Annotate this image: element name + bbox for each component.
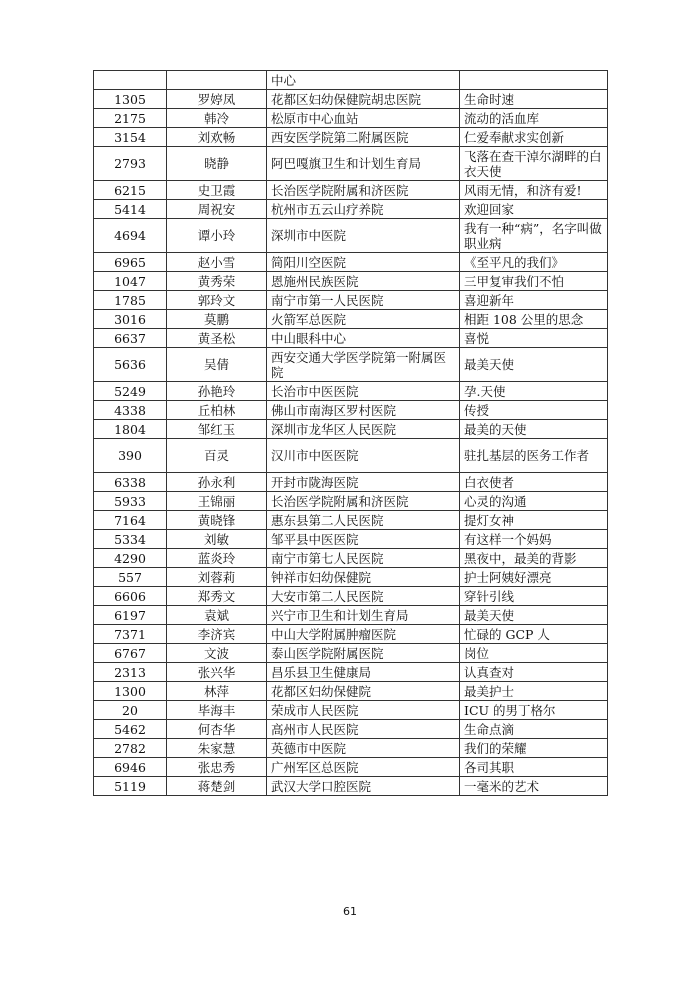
entry-number: 5636 [94,348,167,382]
entry-number: 7164 [94,511,167,530]
entry-name: 邹红玉 [167,420,267,439]
entry-organization: 恩施州民族医院 [267,272,460,291]
entry-title: 各司其职 [460,758,608,777]
table-row [94,606,608,625]
entry-title: 飞落在查干淖尔湖畔的白衣天使 [460,147,608,181]
entry-title: 《至平凡的我们》 [460,253,608,272]
entry-number: 3154 [94,128,167,147]
table-row [94,219,608,253]
entry-number: 6637 [94,329,167,348]
table-body [94,71,608,796]
entry-number: 5462 [94,720,167,739]
entry-organization: 邹平县中医医院 [267,530,460,549]
entry-number: 1300 [94,682,167,701]
entry-number: 20 [94,701,167,720]
entry-title: 最美天使 [460,606,608,625]
entry-title: 传授 [460,401,608,420]
entry-number: 6606 [94,587,167,606]
entry-organization: 钟祥市妇幼保健院 [267,568,460,587]
entry-organization: 昌乐县卫生健康局 [267,663,460,682]
table-row [94,701,608,720]
table-row [94,200,608,219]
table-row [94,181,608,200]
entry-organization: 佛山市南海区罗村医院 [267,401,460,420]
entry-number: 6946 [94,758,167,777]
entry-title: 三甲复审我们不怕 [460,272,608,291]
entry-number: 390 [94,439,167,473]
entry-title: 提灯女神 [460,511,608,530]
entry-number: 4338 [94,401,167,420]
entry-name: 王锦丽 [167,492,267,511]
entry-title: 我们的荣耀 [460,739,608,758]
entry-organization: 广州军区总医院 [267,758,460,777]
entry-name: 百灵 [167,439,267,473]
entry-title: 生命时速 [460,90,608,109]
table-row [94,439,608,473]
entry-number: 557 [94,568,167,587]
table-row [94,253,608,272]
table-row [94,644,608,663]
entry-organization: 阿巴嘎旗卫生和计划生育局 [267,147,460,181]
entry-number: 5414 [94,200,167,219]
entry-name: 刘欢畅 [167,128,267,147]
entry-number: 6767 [94,644,167,663]
table-row [94,329,608,348]
entry-title: 一毫米的艺术 [460,777,608,796]
entry-number: 1785 [94,291,167,310]
entry-title: 穿针引线 [460,587,608,606]
entry-organization: 高州市人民医院 [267,720,460,739]
entry-organization: 杭州市五云山疗养院 [267,200,460,219]
entry-name: 蒋楚剑 [167,777,267,796]
table-row [94,291,608,310]
entry-title: 孕.天使 [460,382,608,401]
table-row [94,109,608,128]
table-row [94,401,608,420]
entries-table [93,70,608,796]
table-row [94,777,608,796]
entry-number: 5334 [94,530,167,549]
entry-organization: 长治医学院附属和济医院 [267,492,460,511]
entry-name: 何杏华 [167,720,267,739]
entry-name: 罗婷凤 [167,90,267,109]
table-row [94,682,608,701]
entry-title: ICU 的男丁格尔 [460,701,608,720]
entry-number: 1305 [94,90,167,109]
entry-number: 2313 [94,663,167,682]
entry-name: 黄晓锋 [167,511,267,530]
table-row [94,568,608,587]
page-number: 61 [343,905,357,918]
entry-title: 白衣使者 [460,473,608,492]
entry-name: 黄秀荣 [167,272,267,291]
entry-name: 丘柏林 [167,401,267,420]
entry-name: 林萍 [167,682,267,701]
entry-number: 6965 [94,253,167,272]
entry-name: 吴倩 [167,348,267,382]
entry-title: 风雨无情，和济有爱! [460,181,608,200]
table-row [94,473,608,492]
entry-name: 朱家慧 [167,739,267,758]
entry-number: 4290 [94,549,167,568]
entry-organization: 兴宁市卫生和计划生育局 [267,606,460,625]
entry-organization: 汉川市中医医院 [267,439,460,473]
entry-title [460,71,608,90]
entry-title: 心灵的沟通 [460,492,608,511]
entry-title: 欢迎回家 [460,200,608,219]
entry-organization: 开封市陇海医院 [267,473,460,492]
entry-name: 蓝炎玲 [167,549,267,568]
entry-number: 2793 [94,147,167,181]
table-row [94,549,608,568]
table-row [94,420,608,439]
entry-organization: 长治市中医医院 [267,382,460,401]
entry-number: 6338 [94,473,167,492]
entry-organization: 深圳市中医院 [267,219,460,253]
entry-organization: 花都区妇幼保健院 [267,682,460,701]
table-row [94,663,608,682]
entry-title: 相距 108 公里的思念 [460,310,608,329]
entry-name: 孙永利 [167,473,267,492]
entry-name: 毕海丰 [167,701,267,720]
entry-name: 刘敏 [167,530,267,549]
entry-organization: 武汉大学口腔医院 [267,777,460,796]
entry-organization: 中山眼科中心 [267,329,460,348]
entry-title: 忙碌的 GCP 人 [460,625,608,644]
entry-organization: 花都区妇幼保健院胡忠医院 [267,90,460,109]
entry-organization: 中心 [267,71,460,90]
entry-name: 张兴华 [167,663,267,682]
table-row [94,758,608,777]
entry-number: 7371 [94,625,167,644]
entry-title: 最美护士 [460,682,608,701]
entry-organization: 长治医学院附属和济医院 [267,181,460,200]
entry-number: 2782 [94,739,167,758]
entry-number: 2175 [94,109,167,128]
table-row [94,739,608,758]
entry-title: 有这样一个妈妈 [460,530,608,549]
entry-number: 5249 [94,382,167,401]
entry-name: 赵小雪 [167,253,267,272]
entry-title: 我有一种“病”，名字叫做职业病 [460,219,608,253]
table-row [94,310,608,329]
entry-name: 史卫霞 [167,181,267,200]
entry-organization: 泰山医学院附属医院 [267,644,460,663]
entry-name: 黄圣松 [167,329,267,348]
entry-title: 仁爱奉献求实创新 [460,128,608,147]
entry-organization: 松原市中心血站 [267,109,460,128]
entry-name: 周祝安 [167,200,267,219]
entry-name: 刘蓉莉 [167,568,267,587]
table-row [94,530,608,549]
entry-organization: 南宁市第一人民医院 [267,291,460,310]
table-row [94,71,608,90]
entry-name: 郑秀文 [167,587,267,606]
entry-organization: 简阳川空医院 [267,253,460,272]
entry-name: 袁斌 [167,606,267,625]
entry-title: 喜悦 [460,329,608,348]
entry-title: 岗位 [460,644,608,663]
entry-organization: 荣成市人民医院 [267,701,460,720]
entry-name: 韩冷 [167,109,267,128]
entry-organization: 大安市第二人民医院 [267,587,460,606]
entry-number: 5119 [94,777,167,796]
entry-number: 6197 [94,606,167,625]
entry-title: 最美天使 [460,348,608,382]
entry-name: 孙艳玲 [167,382,267,401]
table-row [94,128,608,147]
entry-organization: 深圳市龙华区人民医院 [267,420,460,439]
entry-name: 郭玲文 [167,291,267,310]
table-row [94,587,608,606]
entry-number: 1804 [94,420,167,439]
entry-name: 文波 [167,644,267,663]
entry-number: 4694 [94,219,167,253]
entry-organization: 南宁市第七人民医院 [267,549,460,568]
entry-name: 谭小玲 [167,219,267,253]
table-row [94,90,608,109]
entry-name: 莫鹏 [167,310,267,329]
entry-number: 3016 [94,310,167,329]
entry-organization: 火箭军总医院 [267,310,460,329]
table-row [94,625,608,644]
entry-title: 生命点滴 [460,720,608,739]
entry-number: 1047 [94,272,167,291]
table-row [94,511,608,530]
table-row [94,382,608,401]
entry-title: 流动的活血库 [460,109,608,128]
entry-number [94,71,167,90]
entry-name: 晓静 [167,147,267,181]
table-row [94,348,608,382]
entry-organization: 西安交通大学医学院第一附属医院 [267,348,460,382]
entry-name: 李济宾 [167,625,267,644]
entry-organization: 惠东县第二人民医院 [267,511,460,530]
entry-organization: 英德市中医院 [267,739,460,758]
entry-organization: 中山大学附属肿瘤医院 [267,625,460,644]
entry-organization: 西安医学院第二附属医院 [267,128,460,147]
entry-name [167,71,267,90]
table-row [94,492,608,511]
entry-number: 5933 [94,492,167,511]
entry-title: 认真查对 [460,663,608,682]
entry-title: 驻扎基层的医务工作者 [460,439,608,473]
table-row [94,720,608,739]
entry-title: 黑夜中，最美的背影 [460,549,608,568]
table-row [94,147,608,181]
entry-title: 护士阿姨好漂亮 [460,568,608,587]
entry-number: 6215 [94,181,167,200]
entry-title: 最美的天使 [460,420,608,439]
entry-title: 喜迎新年 [460,291,608,310]
table-row [94,272,608,291]
entry-name: 张忠秀 [167,758,267,777]
